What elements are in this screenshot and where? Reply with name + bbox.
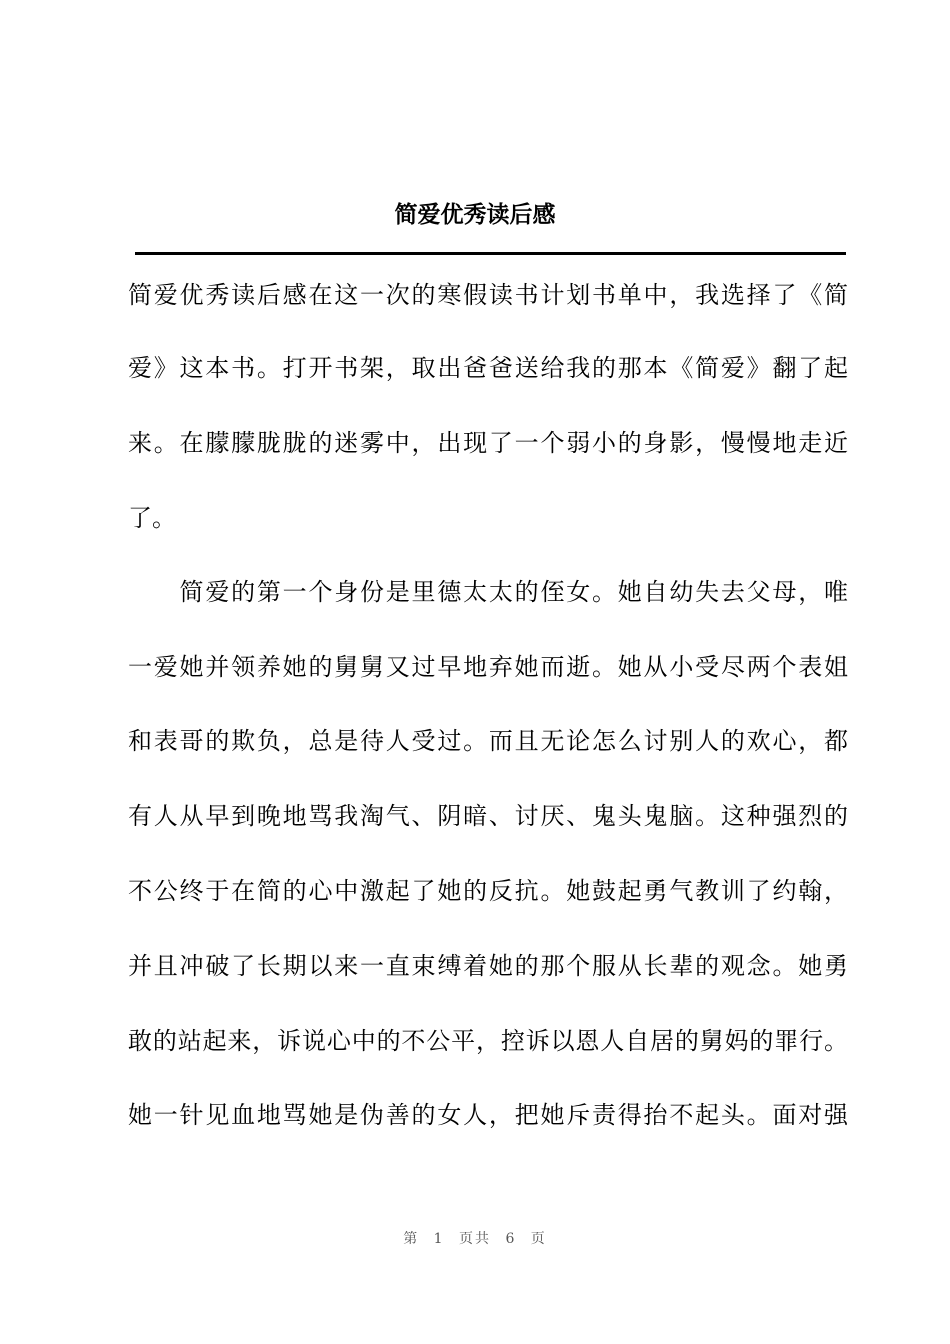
document-title: 简爱优秀读后感 [394,202,556,228]
paragraph-line: 她一针见血地骂她是伪善的女人，把她斥责得抬不起头。面对强 [128,1101,850,1129]
paragraph-line: 了。 [128,504,176,532]
paragraph-line: 爱》这本书。打开书架，取出爸爸送给我的那本《简爱》翻了起 [128,354,850,382]
paragraph-line: 简爱的第一个身份是里德太太的侄女。她自幼失去父母，唯 [128,578,850,606]
paragraph-line: 敢的站起来，诉说心中的不公平，控诉以恩人自居的舅妈的罪行。 [128,1027,849,1055]
page-footer: 第 1 页共 6 页 [403,1231,547,1247]
paragraph-line: 和表哥的欺负，总是待人受过。而且无论怎么讨别人的欢心，都 [128,727,850,755]
paragraph-line: 并且冲破了长期以来一直束缚着她的那个服从长辈的观念。她勇 [128,952,850,980]
paragraph-line: 来。在朦朦胧胧的迷雾中，出现了一个弱小的身影，慢慢地走近 [128,429,850,457]
title-underline [135,252,846,255]
paragraph-line: 不公终于在简的心中激起了她的反抗。她鼓起勇气教训了约翰， [128,877,850,905]
paragraph-line: 简爱优秀读后感在这一次的寒假读书计划书单中，我选择了《简 [128,281,850,309]
paragraph-line: 有人从早到晚地骂我淘气、阴暗、讨厌、鬼头鬼脑。这种强烈的 [128,802,850,830]
paragraph-line: 一爱她并领养她的舅舅又过早地弃她而逝。她从小受尽两个表姐 [128,653,850,681]
